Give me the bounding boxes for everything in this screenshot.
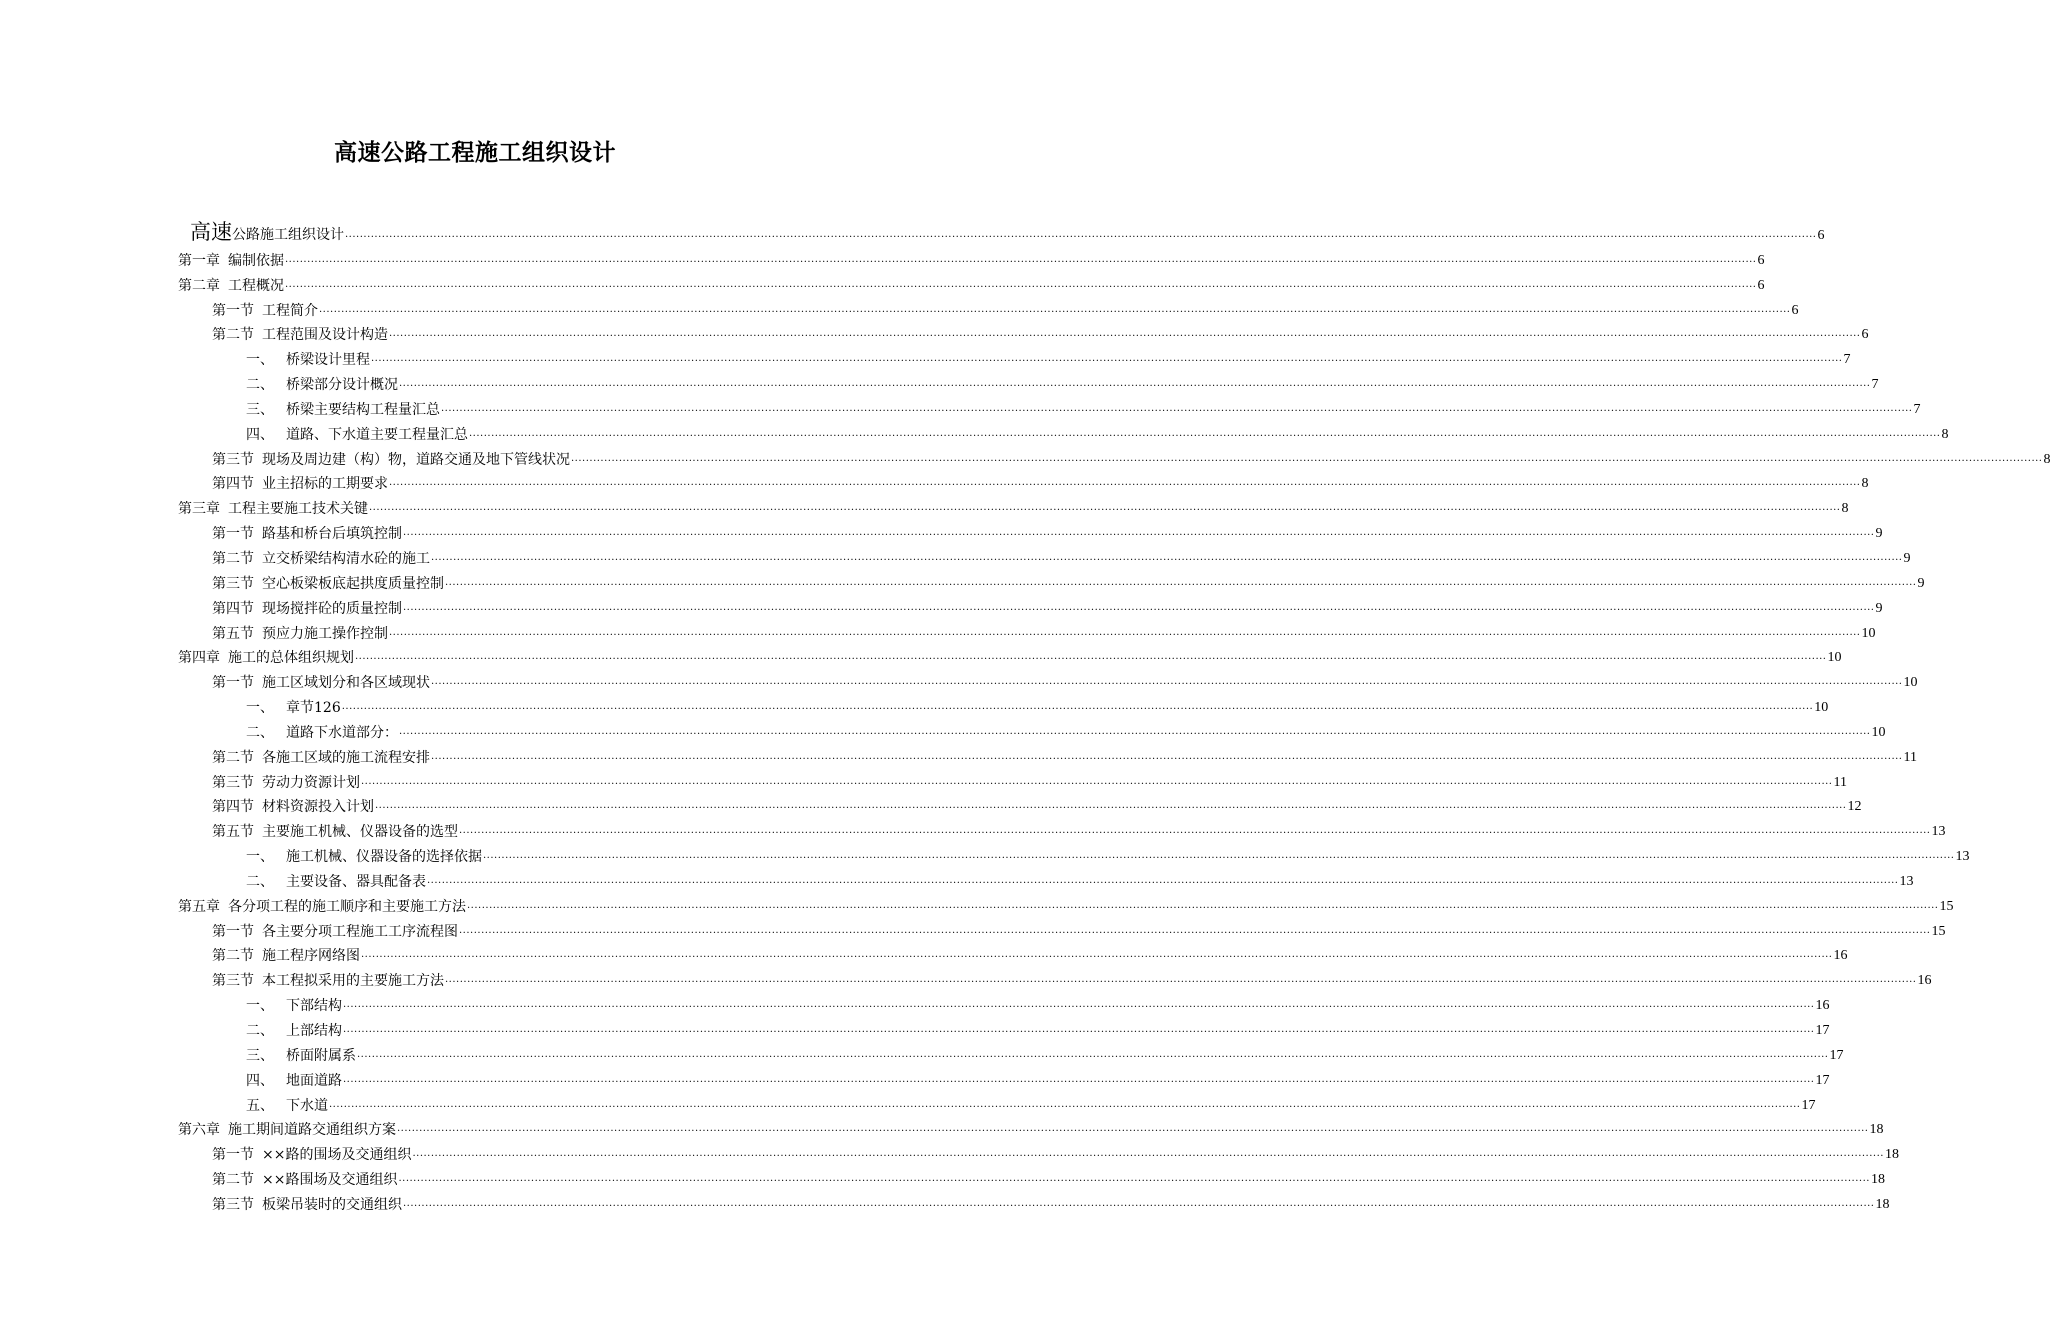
toc-entry[interactable] xyxy=(178,592,1883,617)
toc-entry[interactable] xyxy=(178,319,1869,344)
toc-entry-page-number: 10 xyxy=(1871,724,1886,740)
toc-entry-text: 桥梁设计里程 xyxy=(286,352,370,369)
toc-entry-number: 第六章 xyxy=(178,1122,220,1139)
toc-entry[interactable] xyxy=(178,269,1765,294)
toc-entry-label xyxy=(246,377,398,393)
toc-entry-page-number: 16 xyxy=(1815,998,1830,1014)
toc-entry[interactable] xyxy=(178,368,1879,394)
toc-entry-page-number: 8 xyxy=(1861,476,1869,492)
toc-entry-label xyxy=(246,1073,342,1089)
toc-entry[interactable] xyxy=(178,393,1921,418)
toc-entry-leader: ................................................................................................................................................................................................................................................................................................................................................................................................................ xyxy=(389,477,1861,489)
toc-entry-leader: ................................................................................................................................................................................................................................................................................................................................................................................................................ xyxy=(285,278,1757,290)
toc-entry-leader: ................................................................................................................................................................................................................................................................................................................................................................................................................ xyxy=(397,1123,1869,1135)
toc-entry-text: 各分项工程的施工顺序和主要施工方法 xyxy=(228,898,466,915)
toc-entry-text: 工程范围及设计构造 xyxy=(262,327,388,344)
toc-entry-number: 二、 xyxy=(246,1023,274,1039)
toc-entry-leader: ................................................................................................................................................................................................................................................................................................................................................................................................................ xyxy=(357,1048,1829,1060)
toc-entry-leader: ................................................................................................................................................................................................................................................................................................................................................................................................................ xyxy=(403,527,1875,539)
toc-entry-number: 二、 xyxy=(246,377,274,394)
toc-entry-label xyxy=(246,402,440,418)
toc-entry-number: 第五节 xyxy=(212,625,254,642)
toc-entry-page-number: 8 xyxy=(1941,426,1949,442)
toc-entry-number: 第四章 xyxy=(178,650,220,667)
toc-entry-number: 第三节 xyxy=(212,575,254,592)
toc-entry-text: 本工程拟采用的主要施工方法 xyxy=(262,973,444,990)
toc-entry-page-number: 13 xyxy=(1955,849,1970,865)
toc-entry-number: 第五章 xyxy=(178,898,220,915)
toc-entry-label xyxy=(178,1122,396,1138)
toc-entry-text: 桥面附属系 xyxy=(286,1047,356,1064)
toc-entry-leader: ................................................................................................................................................................................................................................................................................................................................................................................................................ xyxy=(412,1148,1884,1160)
toc-entry-label xyxy=(246,1048,356,1064)
toc-entry[interactable] xyxy=(178,617,1876,642)
toc-entry-leader: ................................................................................................................................................................................................................................................................................................................................................................................................................ xyxy=(399,725,1871,737)
toc-entry-leader: ................................................................................................................................................................................................................................................................................................................................................................................................................ xyxy=(355,651,1827,663)
toc-entry-text: 劳动力资源计划 xyxy=(262,774,360,791)
toc-entry-page-number: 6 xyxy=(1757,277,1765,293)
toc-entry[interactable] xyxy=(178,766,1847,791)
toc-entry-label xyxy=(212,775,360,791)
toc-entry-label xyxy=(212,750,430,766)
toc-entry[interactable] xyxy=(178,443,2050,468)
toc-entry-text: 桥梁主要结构工程量汇总 xyxy=(286,401,440,418)
toc-entry[interactable] xyxy=(178,915,1946,940)
toc-entry-leader: ................................................................................................................................................................................................................................................................................................................................................................................................................ xyxy=(319,303,1791,315)
toc-entry-page-number: 15 xyxy=(1939,898,1954,914)
toc-entry-label xyxy=(246,849,482,865)
toc-entry-number: 第二章 xyxy=(178,277,220,294)
toc-entry-text: 各主要分项工程施工工序流程图 xyxy=(262,923,458,940)
toc-entry-text: 施工程序网络图 xyxy=(262,948,360,965)
toc-entry-leader: ................................................................................................................................................................................................................................................................................................................................................................................................................ xyxy=(361,949,1833,961)
toc-entry-text: 上部结构 xyxy=(286,1023,342,1039)
toc-entry-page-number: 18 xyxy=(1870,1172,1885,1188)
toc-entry-page-number: 18 xyxy=(1875,1196,1890,1212)
toc-entry[interactable] xyxy=(178,791,1862,816)
toc-entry-number: 第二节 xyxy=(212,749,254,766)
toc-entry-label xyxy=(212,824,458,840)
toc-entry[interactable] xyxy=(178,691,1829,717)
toc-entry-label xyxy=(178,650,354,666)
toc-entry-page-number: 10 xyxy=(1814,700,1829,716)
toc-entry[interactable] xyxy=(178,989,1830,1015)
toc-entry-number: 第一节 xyxy=(212,923,254,940)
toc-entry[interactable] xyxy=(178,1163,1885,1189)
toc-entry-leader: ................................................................................................................................................................................................................................................................................................................................................................................................................ xyxy=(389,328,1861,340)
toc-entry-text: 主要施工机械、仪器设备的选型 xyxy=(262,824,458,841)
toc-entry-leader: ................................................................................................................................................................................................................................................................................................................................................................................................................ xyxy=(441,402,1913,414)
toc-entry-number: 第四节 xyxy=(212,476,254,493)
toc-entry-label xyxy=(178,899,466,915)
toc-entry-number: 第三节 xyxy=(212,451,254,468)
toc-entry-page-number: 7 xyxy=(1913,401,1921,417)
toc-entry-label xyxy=(212,303,318,319)
toc-entry-number: 三、 xyxy=(246,1047,274,1064)
toc-entry-number: 第三节 xyxy=(212,1196,254,1213)
toc-entry-text: 各施工区域的施工流程安排 xyxy=(262,749,430,766)
toc-entry-text: 施工机械、仪器设备的选择依据 xyxy=(286,849,482,866)
toc-entry-text: 主要设备、器具配备表 xyxy=(286,873,426,890)
toc-entry-leader: ................................................................................................................................................................................................................................................................................................................................................................................................................ xyxy=(459,825,1931,837)
toc-entry-leader: ................................................................................................................................................................................................................................................................................................................................................................................................................ xyxy=(341,701,1814,713)
toc-entry-text: 材料资源投入计划 xyxy=(262,799,374,816)
toc-entry-label xyxy=(212,526,402,542)
toc-entry[interactable] xyxy=(178,244,1765,269)
toc-entry-number: 第二节 xyxy=(212,550,254,567)
toc-entry-label xyxy=(212,924,458,940)
toc-entry-number: 第三节 xyxy=(212,774,254,791)
toc-entry-label xyxy=(246,352,370,368)
toc-entry-leader: ................................................................................................................................................................................................................................................................................................................................................................................................................ xyxy=(431,750,1903,762)
toc-entry-number: 第二节 xyxy=(212,327,254,344)
toc-entry[interactable] xyxy=(178,1114,1884,1139)
toc-entry-number: 第一章 xyxy=(178,252,220,269)
toc-entry-leader: ................................................................................................................................................................................................................................................................................................................................................................................................................ xyxy=(343,999,1815,1011)
toc-entry-leader: ................................................................................................................................................................................................................................................................................................................................................................................................................ xyxy=(431,676,1903,688)
toc-entry-text: 现场搅拌砼的质量控制 xyxy=(262,600,402,617)
toc-entry-text: 现场及周边建（构）物，道路交通及地下管线状况 xyxy=(262,451,570,468)
toc-entry-page-number: 10 xyxy=(1827,650,1842,666)
toc-entry-page-number: 6 xyxy=(1817,228,1825,243)
toc-entry-label xyxy=(178,501,368,517)
toc-entry[interactable] xyxy=(178,1039,1844,1064)
toc-entry-page-number: 17 xyxy=(1801,1097,1816,1113)
toc-entry-number: 四、 xyxy=(246,1072,274,1089)
toc-entry-leader: ................................................................................................................................................................................................................................................................................................................................................................................................................ xyxy=(459,924,1931,936)
toc-entry-leader: ................................................................................................................................................................................................................................................................................................................................................................................................................ xyxy=(285,253,1757,265)
toc-entry-number: 一、 xyxy=(246,849,274,866)
toc-entry-text: 立交桥梁结构清水砼的施工 xyxy=(262,550,430,567)
toc-entry-label xyxy=(212,551,430,567)
toc-entry-text: ××路围场及交通组织 xyxy=(262,1172,398,1189)
toc-entry[interactable] xyxy=(178,567,1925,592)
toc-entry-number: 一、 xyxy=(246,998,274,1015)
toc-entry[interactable] xyxy=(178,1188,1890,1213)
toc-entry-page-number: 6 xyxy=(1861,327,1869,343)
toc-entry-page-number: 13 xyxy=(1931,824,1946,840)
document-title: 高速公路工程施工组织设计 xyxy=(334,139,616,166)
toc-entry-text: 编制依据 xyxy=(228,252,284,269)
toc-entry-label xyxy=(246,427,468,443)
toc-entry-number: 第三章 xyxy=(178,501,220,518)
toc-entry-label xyxy=(246,1023,342,1039)
toc-entry-text: 工程主要施工技术关键 xyxy=(228,501,368,518)
toc-entry-leader: ................................................................................................................................................................................................................................................................................................................................................................................................................ xyxy=(467,899,1939,911)
toc-entry-leader: ................................................................................................................................................................................................................................................................................................................................................................................................................ xyxy=(399,378,1871,390)
toc-entry-label xyxy=(212,973,444,989)
toc-entry-label xyxy=(212,327,388,343)
toc-entry-text: 地面道路 xyxy=(286,1072,342,1089)
toc-entry[interactable] xyxy=(178,666,1918,692)
toc-entry-text: 公路施工组织设计 xyxy=(232,227,344,243)
toc-entry-leader: ................................................................................................................................................................................................................................................................................................................................................................................................................ xyxy=(571,452,2043,464)
toc-entry[interactable] xyxy=(178,741,1917,766)
toc-entry-big-text: 高速 xyxy=(190,220,232,244)
toc-entry-label xyxy=(178,253,284,269)
toc-entry-leader: ................................................................................................................................................................................................................................................................................................................................................................................................................ xyxy=(375,800,1847,812)
toc-entry-page-number: 16 xyxy=(1833,948,1848,964)
toc-entry[interactable] xyxy=(178,1138,1899,1164)
toc-entry[interactable] xyxy=(178,716,1886,741)
toc-entry-number: 四、 xyxy=(246,426,274,443)
toc-entry-leader: ................................................................................................................................................................................................................................................................................................................................................................................................................ xyxy=(398,1173,1870,1185)
toc-entry-page-number: 8 xyxy=(1841,501,1849,517)
toc-entry-number: 二、 xyxy=(246,724,274,741)
toc-entry-number: 第四节 xyxy=(212,799,254,816)
toc-entry-label xyxy=(212,626,388,642)
toc-entry-label xyxy=(212,1147,411,1163)
toc-entry-leader: ................................................................................................................................................................................................................................................................................................................................................................................................................ xyxy=(483,850,1955,862)
toc-entry-number: 第一节 xyxy=(212,1147,254,1164)
toc-entry-leader: ................................................................................................................................................................................................................................................................................................................................................................................................................ xyxy=(431,551,1903,563)
toc-entry[interactable] xyxy=(178,517,1883,543)
toc-entry-page-number: 7 xyxy=(1843,352,1851,368)
toc-entry-label xyxy=(212,576,444,592)
toc-entry-page-number: 9 xyxy=(1917,575,1925,591)
toc-entry[interactable] xyxy=(178,542,1911,567)
toc-entry[interactable] xyxy=(178,890,1954,915)
toc-entry-page-number: 8 xyxy=(2043,451,2050,467)
toc-entry-page-number: 9 xyxy=(1875,600,1883,616)
toc-entry-label xyxy=(246,725,398,741)
toc-entry-page-number: 6 xyxy=(1757,252,1765,268)
toc-entry-leader: ................................................................................................................................................................................................................................................................................................................................................................................................................ xyxy=(371,353,1843,365)
toc-entry-text: 章节126 xyxy=(286,700,341,717)
toc-entry-page-number: 9 xyxy=(1903,550,1911,566)
toc-entry[interactable] xyxy=(178,865,1914,890)
toc-entry-leader: ................................................................................................................................................................................................................................................................................................................................................................................................................ xyxy=(427,874,1899,886)
toc-entry-leader: ................................................................................................................................................................................................................................................................................................................................................................................................................ xyxy=(329,1098,1801,1110)
toc-entry-page-number: 18 xyxy=(1884,1147,1899,1163)
toc-entry-text: ××路的围场及交通组织 xyxy=(262,1147,412,1164)
toc-entry-text: 施工的总体组织规划 xyxy=(228,650,354,667)
toc-entry-number: 一、 xyxy=(246,352,274,369)
toc-entry-page-number: 17 xyxy=(1815,1023,1830,1038)
toc-entry-text: 道路、下水道主要工程量汇总 xyxy=(286,426,468,443)
toc-entry-label xyxy=(212,476,388,492)
toc-entry[interactable] xyxy=(178,294,1799,319)
toc-entry-number: 第一节 xyxy=(212,675,254,692)
toc-entry-text: 下部结构 xyxy=(286,998,342,1015)
toc-entry[interactable] xyxy=(178,1089,1816,1114)
toc-entry-number: 第四节 xyxy=(212,600,254,617)
toc-entry-page-number: 11 xyxy=(1903,749,1917,765)
toc-entry-label xyxy=(190,220,344,244)
toc-entry-page-number: 10 xyxy=(1861,625,1876,641)
toc-entry-label xyxy=(212,799,374,815)
toc-entry-number: 第二节 xyxy=(212,1172,254,1189)
toc-entry-label xyxy=(212,675,430,691)
toc-entry-page-number: 7 xyxy=(1871,377,1879,393)
toc-entry-label xyxy=(212,1172,397,1188)
toc-entry-text: 施工区域划分和各区域现状 xyxy=(262,675,430,692)
toc-entry[interactable] xyxy=(178,964,1932,990)
toc-entry[interactable] xyxy=(178,343,1851,369)
toc-entry-label xyxy=(246,874,426,890)
toc-entry-text: 工程简介 xyxy=(262,302,318,319)
table-of-contents xyxy=(178,208,2050,1213)
toc-entry-number: 第一节 xyxy=(212,302,254,319)
toc-entry-page-number: 16 xyxy=(1917,973,1932,989)
toc-entry-leader: ................................................................................................................................................................................................................................................................................................................................................................................................................ xyxy=(445,974,1917,986)
toc-entry-number: 二、 xyxy=(246,873,274,890)
toc-entry-text: 施工期间道路交通组织方案 xyxy=(228,1122,396,1139)
toc-entry-leader: ................................................................................................................................................................................................................................................................................................................................................................................................................ xyxy=(343,1073,1815,1085)
toc-entry[interactable] xyxy=(178,418,1949,443)
toc-entry[interactable] xyxy=(178,815,1946,841)
toc-entry-page-number: 6 xyxy=(1791,302,1799,318)
toc-entry[interactable] xyxy=(178,208,1825,244)
toc-entry-page-number: 17 xyxy=(1829,1047,1844,1063)
toc-entry[interactable] xyxy=(178,1064,1830,1089)
toc-entry-number: 第五节 xyxy=(212,824,254,841)
toc-entry-text: 路基和桥台后填筑控制 xyxy=(262,526,402,543)
toc-entry-page-number: 10 xyxy=(1903,675,1918,691)
toc-entry-text: 工程概况 xyxy=(228,277,284,294)
toc-entry-leader: ................................................................................................................................................................................................................................................................................................................................................................................................................ xyxy=(403,1197,1875,1209)
toc-entry[interactable] xyxy=(178,492,1849,518)
toc-entry-label xyxy=(246,700,341,716)
toc-entry-page-number: 13 xyxy=(1899,873,1914,889)
toc-entry-leader: ................................................................................................................................................................................................................................................................................................................................................................................................................ xyxy=(345,229,1817,240)
toc-entry-label xyxy=(212,948,360,964)
toc-entry-number: 三、 xyxy=(246,401,274,418)
toc-entry-number: 第二节 xyxy=(212,948,254,965)
toc-entry[interactable] xyxy=(178,840,1970,866)
toc-entry-leader: ................................................................................................................................................................................................................................................................................................................................................................................................................ xyxy=(403,601,1875,613)
toc-entry-text: 预应力施工操作控制 xyxy=(262,625,388,642)
toc-entry-page-number: 15 xyxy=(1931,923,1946,939)
toc-entry-number: 一、 xyxy=(246,700,274,717)
toc-entry-text: 业主招标的工期要求 xyxy=(262,476,388,493)
toc-entry-leader: ................................................................................................................................................................................................................................................................................................................................................................................................................ xyxy=(369,502,1841,514)
toc-entry-page-number: 18 xyxy=(1869,1122,1884,1138)
toc-entry-label xyxy=(212,601,402,617)
toc-entry-number: 五、 xyxy=(246,1097,274,1114)
toc-entry-page-number: 9 xyxy=(1875,526,1883,542)
toc-entry-label xyxy=(246,1098,328,1114)
toc-entry-label xyxy=(212,1197,402,1213)
toc-entry-text: 道路下水道部分： xyxy=(286,724,398,741)
toc-entry-leader: ................................................................................................................................................................................................................................................................................................................................................................................................................ xyxy=(389,626,1861,638)
toc-entry-leader: ................................................................................................................................................................................................................................................................................................................................................................................................................ xyxy=(445,576,1917,588)
toc-entry-number: 第三节 xyxy=(212,973,254,990)
toc-entry-page-number: 11 xyxy=(1833,774,1847,790)
toc-entry-page-number: 17 xyxy=(1815,1072,1830,1088)
toc-entry-text: 桥梁部分设计概况 xyxy=(286,377,398,394)
toc-entry-label xyxy=(212,452,570,468)
toc-entry-number: 第一节 xyxy=(212,526,254,543)
toc-entry-leader: ................................................................................................................................................................................................................................................................................................................................................................................................................ xyxy=(343,1024,1815,1035)
toc-entry-text: 板梁吊装时的交通组织 xyxy=(262,1196,402,1213)
toc-entry[interactable] xyxy=(178,642,1842,667)
toc-entry-label xyxy=(246,998,342,1014)
toc-entry[interactable] xyxy=(178,1014,1830,1039)
toc-entry[interactable] xyxy=(178,940,1848,965)
toc-entry-page-number: 12 xyxy=(1847,799,1862,815)
toc-entry-text: 下水道 xyxy=(286,1097,328,1114)
toc-entry-leader: ................................................................................................................................................................................................................................................................................................................................................................................................................ xyxy=(469,427,1941,439)
toc-entry-label xyxy=(178,278,284,294)
toc-entry[interactable] xyxy=(178,468,1869,493)
toc-entry-text: 空心板梁板底起拱度质量控制 xyxy=(262,575,444,592)
toc-entry-leader: ................................................................................................................................................................................................................................................................................................................................................................................................................ xyxy=(361,775,1833,787)
